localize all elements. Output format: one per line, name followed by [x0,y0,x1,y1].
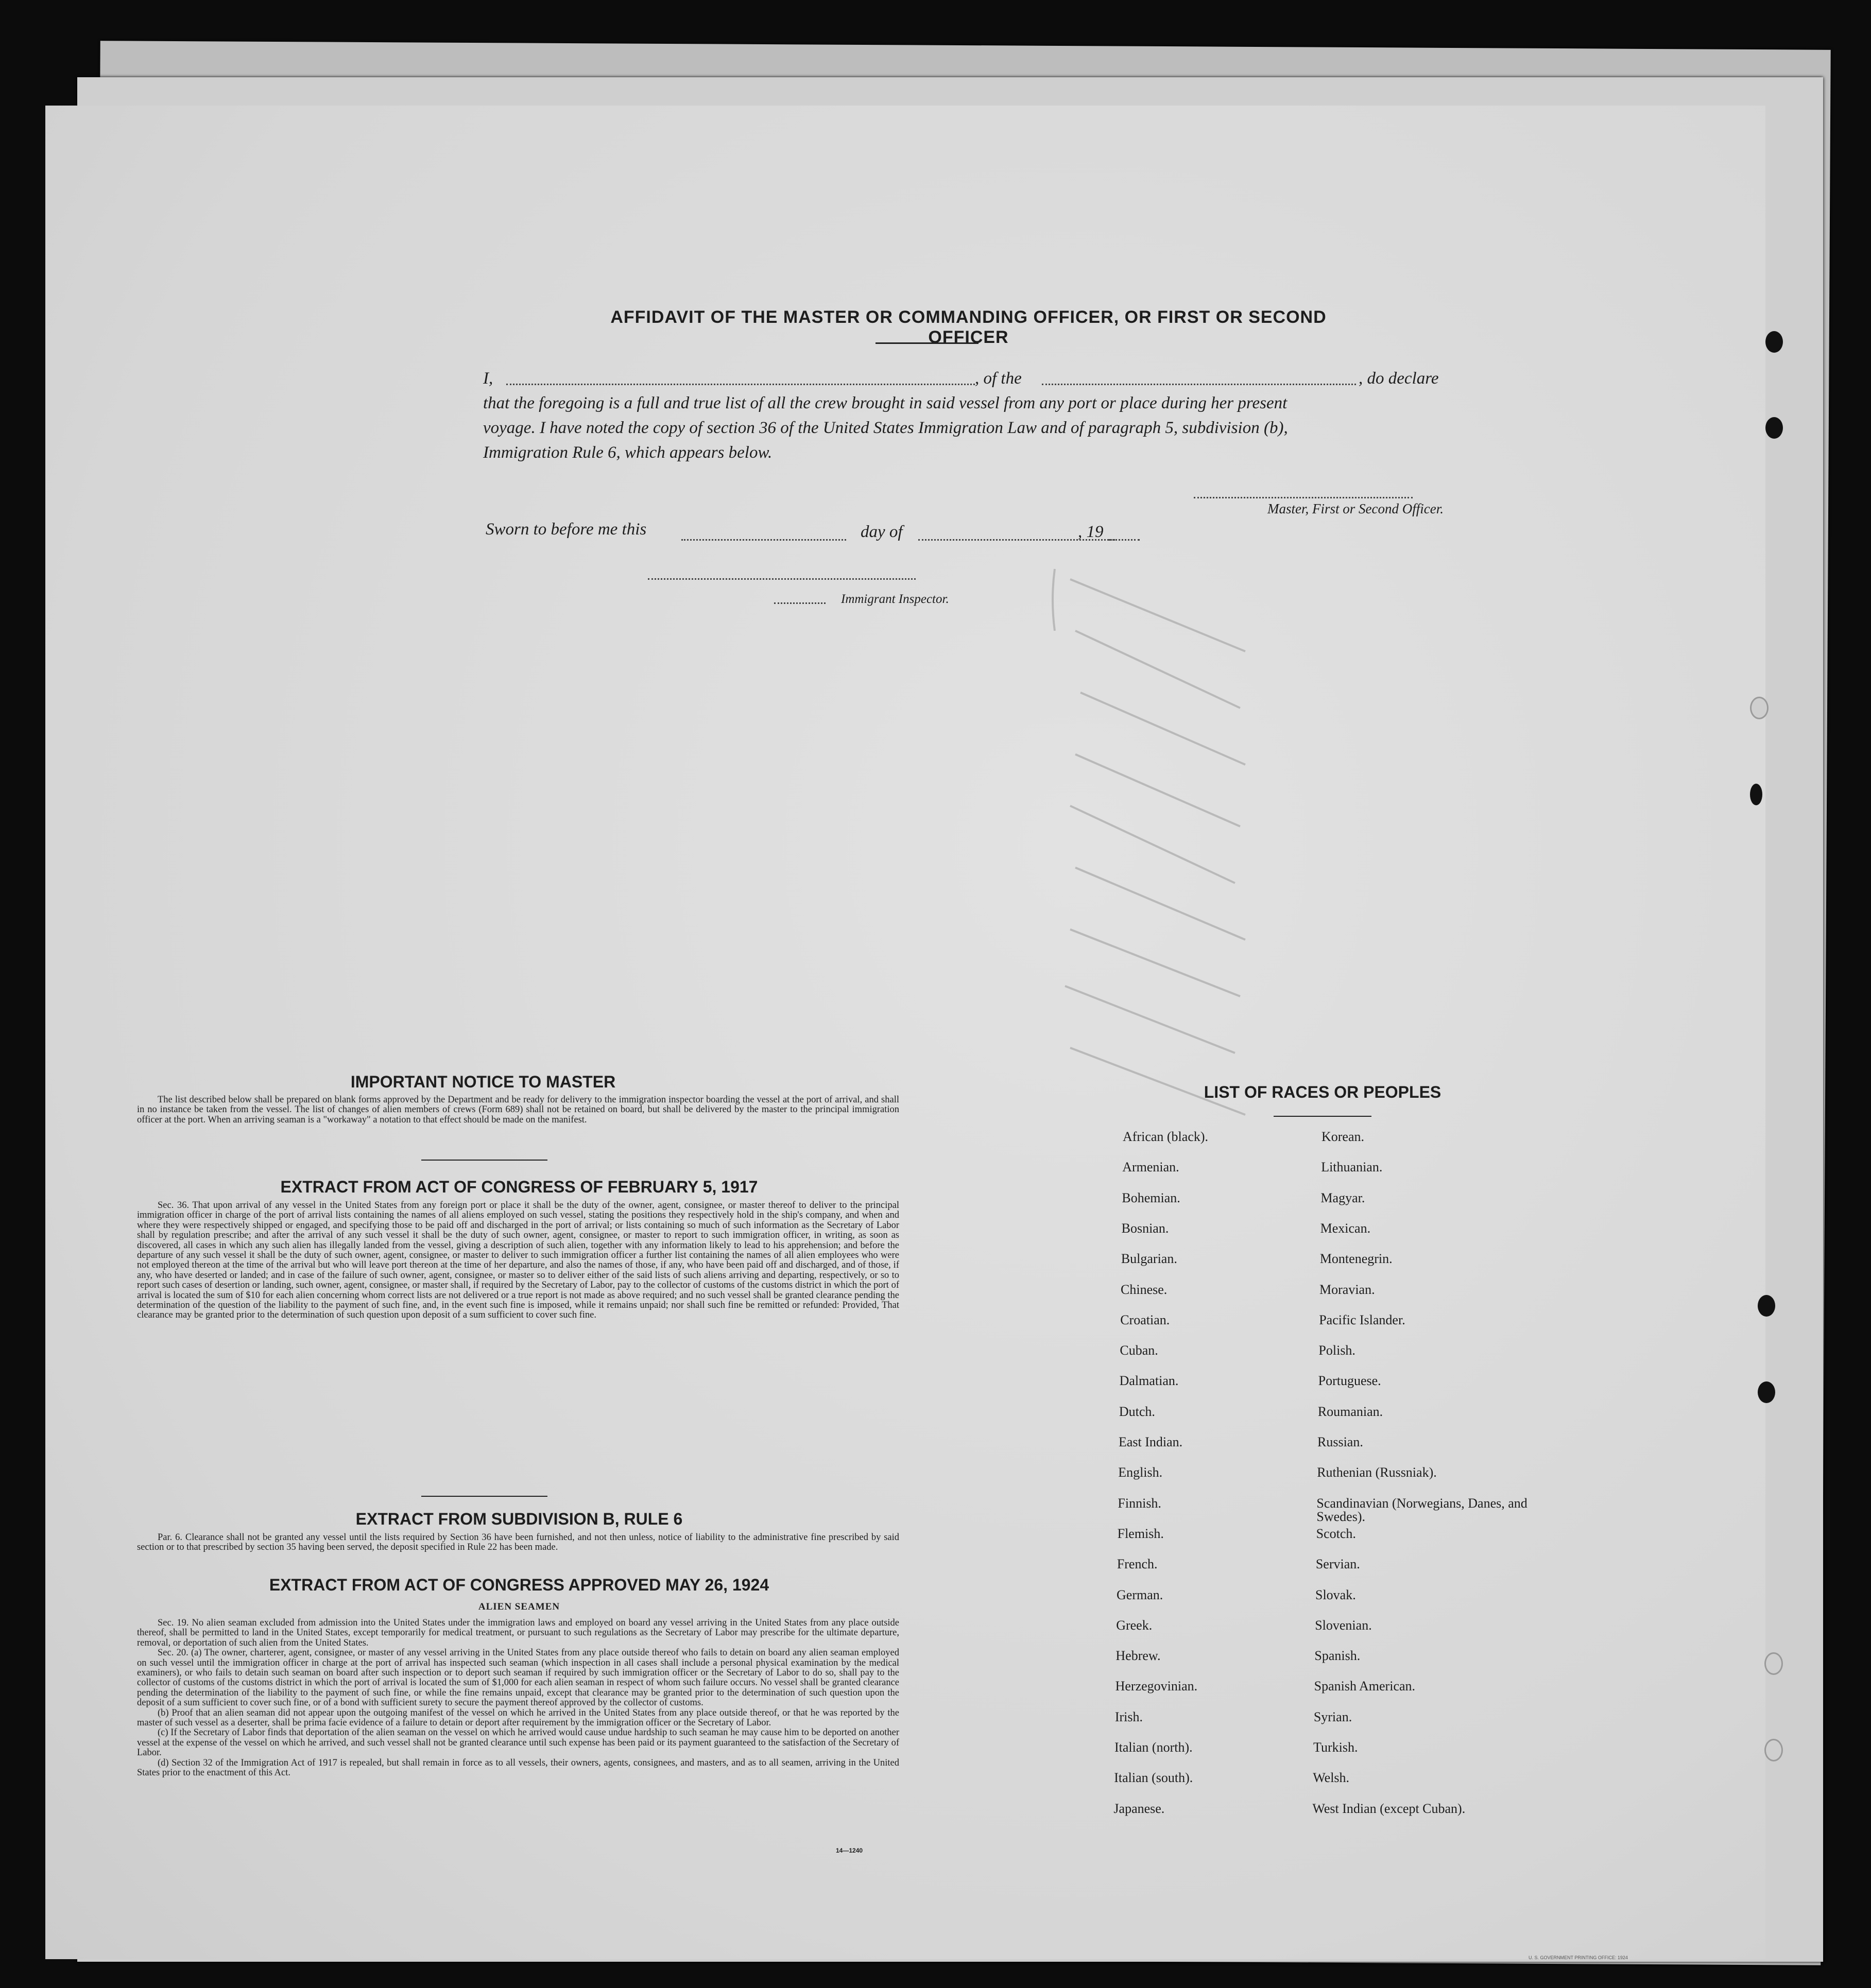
punch-hole [1758,1381,1775,1403]
race-item: Welsh. [1313,1770,1350,1786]
extract-1924-paragraph: (d) Section 32 of the Immigration Act of 1917 is repealed, but shall remain in force as to all vessels, their owners, agents, consignees, and masters, and as to all seamen, arriving in the United States prior to the enactment of this Act. [137,1757,899,1778]
race-item: Herzegovinian. [1115,1679,1198,1694]
race-item: Portuguese. [1318,1373,1381,1389]
race-item: Armenian. [1122,1160,1179,1175]
extract-1917-title: EXTRACT FROM ACT OF CONGRESS OF FEBRUARY 5, 1917 [280,1178,758,1196]
affidavit-of-the: , of the [975,369,1022,388]
vessel-blank[interactable] [1042,384,1356,385]
notice-text: The list described below shall be prepared on blank forms approved by the Department and be ready for delivery to the immigration inspector boarding the vessel at the port of arrival, and shall in no instance be taken from the vessel. The list of changes of alien members of crews (Form 689) shall not be retained on board, but shall be delivered by the master to the principal immigration officer at the port. When an arriving seaman is a "workaway" a notation to that effect should be made on the manifest. [137,1095,899,1125]
race-item: Japanese. [1113,1801,1165,1816]
affidavit-i: I, [483,369,493,388]
master-signature-line[interactable] [1194,497,1413,498]
day-of-label: day of [861,523,903,541]
race-item: Dutch. [1119,1404,1155,1419]
extract-1924-title: EXTRACT FROM ACT OF CONGRESS APPROVED MAY 26, 1924 [269,1576,769,1594]
race-item: Slovenian. [1315,1617,1372,1633]
inspector-signature-line-2[interactable] [774,602,826,604]
punch-hole [1750,784,1762,805]
print-code: 14—1240 [836,1847,863,1854]
affidavit-line-2: that the foregoing is a full and true list of all the crew brought in said vessel from any port or place during her present [483,394,1288,412]
notice-title: IMPORTANT NOTICE TO MASTER [350,1073,616,1091]
extract-rule6-title: EXTRACT FROM SUBDIVISION B, RULE 6 [355,1510,683,1528]
document-page [45,106,1765,1959]
race-item: Lithuanian. [1321,1160,1383,1175]
race-item: Bosnian. [1121,1220,1169,1236]
race-item: Spanish. [1314,1648,1361,1664]
races-title: LIST OF RACES OR PEOPLES [1204,1083,1441,1101]
year-label: , 19 [1078,523,1104,541]
gpo-imprint: U. S. GOVERNMENT PRINTING OFFICE: 1924 [1529,1955,1628,1960]
extract-1924-paragraph: Sec. 20. (a) The owner, charterer, agent, consignee, or master of any vessel arriving in the United States from any place outside thereof who fails to detain on board any alien seaman employed on such vessel until the immigration officer in charge at the port of arrival has inspected such seaman (which inspection in all cases shall include a personal physical examination by the medical examiners), or who fails to detain such seaman on board after such inspection or to deport such seaman if required by such immigration officer or the Secretary of Labor to do so, shall pay to the collector of customs of the customs district in which the port of arrival is located the sum of $1,000 for each alien seaman in respect of whom such failure occurs. No vessel shall be granted clearance pending the determination of the liability to the payment of such fine, or while the fine remains unpaid, except that clearance may be granted prior to the determination of such question upon the deposit of a sum sufficient to cover such fine, or of a bond with sufficient surety to secure the payment thereof approved by the collector of customs. [137,1648,899,1708]
extract-rule6-text: Par. 6. Clearance shall not be granted any vessel until the lists required by Section 36 have been furnished, and not then unless, notice of liability to the administrative fine prescribed by said section or to that prescribed by section 35 having been served, the deposit specified in Rule 22 has been made. [137,1532,899,1553]
race-item: Roumanian. [1317,1404,1383,1419]
race-item: Spanish American. [1314,1679,1416,1694]
title-underline [876,342,979,344]
race-item: Russian. [1317,1434,1363,1449]
punch-hole [1765,331,1783,353]
race-item: Cuban. [1120,1343,1158,1358]
race-item: Slovak. [1315,1587,1356,1602]
faint-pencil-marks [998,559,1307,1202]
divider [421,1160,547,1161]
race-item: Polish. [1318,1343,1355,1358]
race-item: Moravian. [1319,1282,1375,1297]
inspector-label: Immigrant Inspector. [841,592,949,606]
race-item: Greek. [1116,1617,1153,1633]
race-item: Servian. [1315,1557,1360,1572]
race-item: Syrian. [1313,1709,1352,1724]
races-title-underline [1274,1116,1371,1117]
race-item: Ruthenian (Russniak). [1317,1465,1437,1480]
punch-hole [1764,1739,1783,1761]
race-item: Korean. [1321,1129,1365,1144]
affidavit-declare: , do declare [1359,369,1439,388]
affidavit-title: AFFIDAVIT OF THE MASTER OR COMMANDING OFFICER, OR FIRST OR SECOND OFFICER [610,307,1327,347]
extract-1917-text: Sec. 36. That upon arrival of any vessel in the United States from any foreign port or place it shall be the duty of the owner, agent, consignee, or master thereof to deliver to the principal immigration officer in charge of the port of arrival lists containing the names of all aliens employed on such vessel, stating the positions they respectively hold in the ship's company, and when and where they were respectively shipped or engaged, and specifying those to be paid off and discharged in the port of arrival; or lists containing so much of such information as the Secretary of Labor shall by regulation prescribe; and after the arrival of any such vessel it shall be the duty of such owner, agent, consignee, or master to report to such immigration officer, in writing, as soon as discovered, all cases in which any such alien has illegally landed from the vessel, giving a description of such alien, together with any information likely to lead to his apprehension; and before the departure of any such vessel it shall be the duty of such owner, agent, consignee, or master to deliver to such immigration officer a further list containing the names of all alien employees who were not employed thereon at the time of the arrival but who will leave port thereon at the time of her departure, and also the names of those, if any, who have been paid off and discharged, and of those, if any, who have deserted or landed; and in case of the failure of such owner, agent, consignee, or master so to deliver either of the said lists of such aliens arriving and departing, respectively, or so to report such cases of desertion or landing, such owner, agent, consignee, or master shall, if required by the Secretary of Labor, pay to the collector of customs of the customs district in which the port of arrival is located the sum of $10 for each alien concerning whom correct lists are not delivered or a true report is not made as above required; and no such vessel shall be granted clearance pending the determination of the question of the liability to the payment of such fine, and, in the event such fine is imposed, while it remains unpaid; nor shall such fine be remitted or refunded: Provided, That clearance may be granted prior to the determination of such question upon deposit of a sum sufficient to cover such fine. [137,1200,899,1321]
race-item: Italian (south). [1114,1770,1193,1786]
divider [421,1496,547,1497]
punch-hole [1764,1652,1783,1675]
race-item: West Indian (except Cuban). [1312,1801,1466,1816]
year-blank[interactable] [1109,539,1140,541]
race-item: Pacific Islander. [1319,1312,1405,1327]
day-blank[interactable] [681,539,846,541]
race-item: Dalmatian. [1119,1373,1179,1389]
punch-hole [1750,697,1769,719]
punch-hole [1765,417,1783,439]
sworn-label: Sworn to before me this [486,520,647,539]
race-item: English. [1118,1465,1163,1480]
extract-1924-paragraph: (b) Proof that an alien seaman did not appear upon the outgoing manifest of the vessel on which he arrived in the United States from any place outside thereof, or that he was reported by the master of such vessel as a deserter, shall be prima facie evidence of a failure to detain or deport after requirement by the immigration officer or the Secretary of Labor. [137,1707,899,1728]
race-item: Mexican. [1320,1220,1371,1236]
race-item: Bulgarian. [1121,1251,1177,1267]
race-item: French. [1117,1557,1158,1572]
race-item: East Indian. [1119,1434,1183,1449]
race-item: Scandinavian (Norwegians, Danes, and Swedes). [1316,1495,1527,1524]
race-item: Chinese. [1121,1282,1168,1297]
extract-1924-paragraph: Sec. 19. No alien seaman excluded from admission into the United States under the immigration laws and employed on board any vessel arriving in the United States from any place outside thereof, shall be permitted to land in the United States, except temporarily for medical treatment, or pursuant to such regulations as the Secretary of Labor may prescribe for the ultimate departure, removal, or deportation of such alien from the United States. [137,1618,899,1648]
extract-1924-paragraph: (c) If the Secretary of Labor finds that deportation of the alien seaman on the vessel on which he arrived would cause undue hardship to such seaman he may cause him to be deported on another vessel at the expense of the vessel on which he arrived, and such vessel shall not be granted clearance until such expense has been paid or its payment guaranteed to the satisfaction of the Secretary of Labor. [137,1727,899,1758]
race-item: Scotch. [1316,1526,1356,1541]
race-item: Italian (north). [1114,1740,1193,1755]
name-blank[interactable] [506,384,975,385]
race-item: Hebrew. [1115,1648,1161,1664]
race-item: Croatian. [1120,1312,1170,1327]
race-item: African (black). [1123,1129,1209,1144]
race-item: Irish. [1114,1709,1143,1724]
race-item: Flemish. [1117,1526,1164,1541]
race-item: Magyar. [1320,1190,1365,1205]
extract-1924-subtitle: ALIEN SEAMEN [478,1601,560,1612]
punch-hole [1758,1295,1775,1317]
master-signature-label: Master, First or Second Officer. [1267,501,1444,516]
race-item: Finnish. [1118,1495,1161,1511]
race-item: German. [1117,1587,1163,1602]
inspector-signature-line[interactable] [648,578,916,580]
race-item: Bohemian. [1122,1190,1180,1205]
race-item: Turkish. [1313,1740,1358,1755]
affidavit-line-3: voyage. I have noted the copy of section 36 of the United States Immigration Law and of paragraph 5, subdivision (b), [483,419,1288,437]
affidavit-line-4: Immigration Rule 6, which appears below. [483,443,773,462]
extract-1924-body [137,1618,899,1778]
race-item: Montenegrin. [1319,1251,1393,1267]
